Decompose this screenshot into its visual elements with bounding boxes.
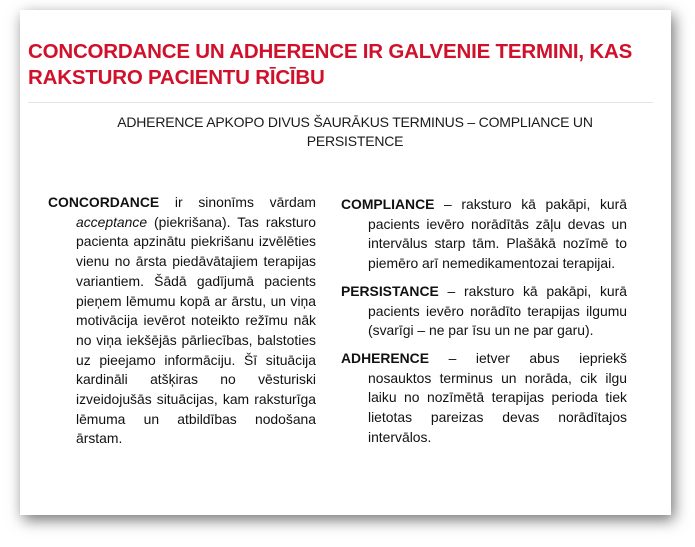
slide-title: CONCORDANCE UN ADHERENCE IR GALVENIE TERMINI, KAS RAKSTURO PACIENTU RĪCĪBU [28, 40, 633, 89]
acceptance-italic: acceptance [76, 213, 148, 230]
adherence-term: ADHERENCE [341, 349, 429, 366]
concordance-term: CONCORDANCE [48, 194, 160, 210]
adherence-paragraph [341, 349, 627, 448]
concordance-paragraph [48, 193, 316, 449]
persistance-paragraph [341, 282, 627, 341]
left-column [48, 193, 316, 449]
compliance-paragraph [341, 195, 627, 274]
right-column [341, 195, 627, 455]
persistance-text: – raksturo kā pakāpi, kurā pacients ievēro norādīto terapijas ilgumu (svarīgi – ne par īsu un ne par garu). [368, 282, 627, 339]
slide-subtitle: ADHERENCE APKOPO DIVUS ŠAURĀKUS TERMINUS – COMPLIANCE UN PERSISTENCE [117, 114, 593, 149]
slide [20, 10, 671, 515]
adherence-text: – ietver abus iepriekš nosauktos terminus un norāda, cik ilgu laiku no nozīmētā terapijas perioda tiek lietotas pareizas devas norādītajos intervālos. [368, 349, 627, 445]
compliance-term: COMPLIANCE [341, 196, 435, 212]
concordance-text-after: (piekrišana). Tas raksturo pacienta apzinātu piekrišanu izvēlēties vienu no ārsta piedāvātajiem terapijas variantiem. Šādā gadījumā pacients pieņem lēmumu kopā ar ārstu, un viņa motivācija ievērot noteikto režīmu nāk no viņa iekšējās pārliecības, balstoties uz pieejamo informāciju. Šī situācija kardināli atšķiras no vēsturiski izveidojušās situācijas, kam raksturīga lēmuma un atbildības nodošana ārstam. [76, 213, 316, 447]
title-divider [28, 102, 653, 103]
persistance-term: PERSISTANCE [341, 282, 439, 299]
concordance-text-before: ir sinonīms vārdam [159, 194, 316, 210]
compliance-text: – raksturo kā pakāpi, kurā pacients ievēro norādītās zāļu devas un intervālus starp tām. Plašākā nozīmē to piemēro arī nemedikamentozai terapijai. [368, 196, 627, 272]
